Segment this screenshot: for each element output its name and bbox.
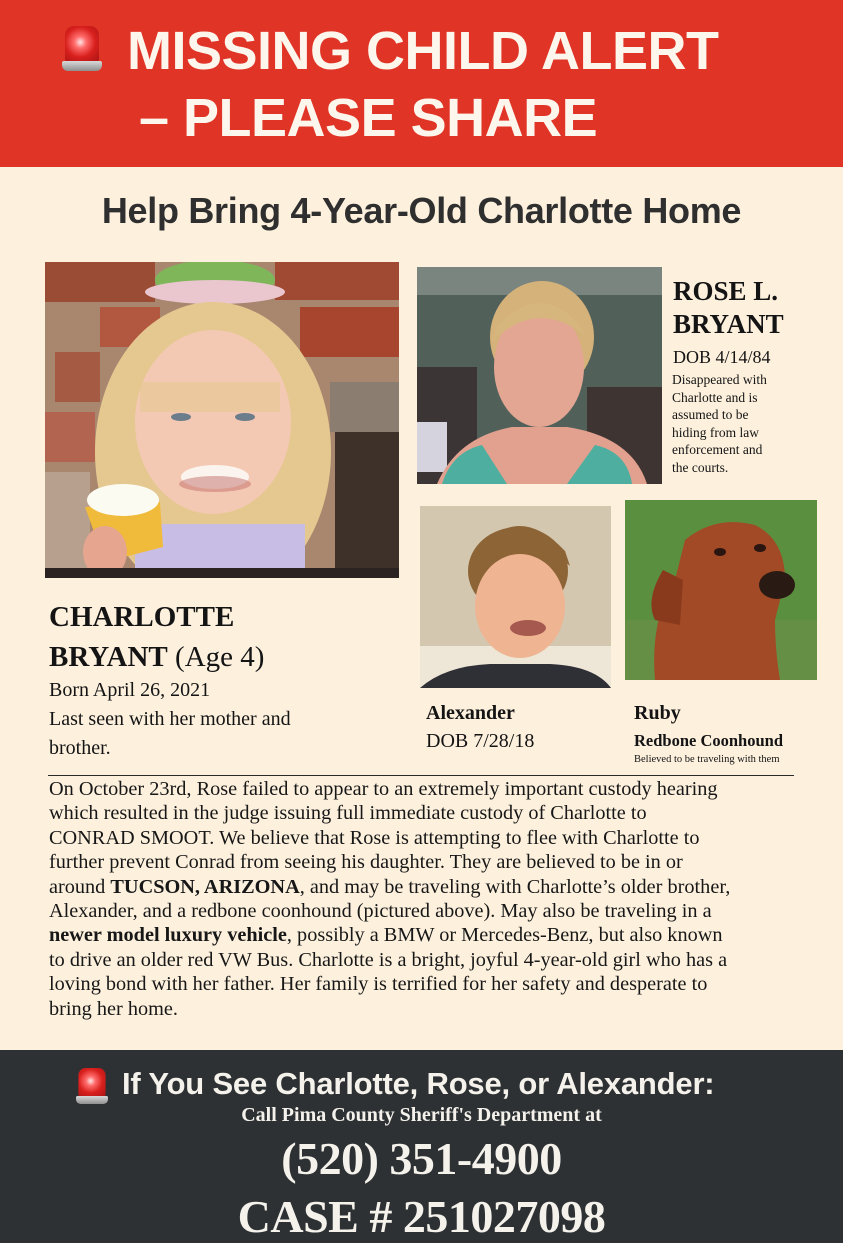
- story-text: to drive an older red VW Bus. Charlotte is a bright, joyful 4-year-old girl who has a: [49, 948, 728, 971]
- story-line: [49, 826, 809, 850]
- story-text: loving bond with her father. Her family is terrified for her safety and desperate to: [49, 973, 708, 996]
- story-text: around: [49, 875, 111, 898]
- phone-number[interactable]: (520) 351-4900: [281, 1133, 562, 1184]
- police-siren-icon: [76, 1068, 108, 1105]
- footer-heading: If You See Charlotte, Rose, or Alexander:: [122, 1066, 715, 1101]
- rose-name-line-1: ROSE L.: [673, 276, 779, 306]
- story-text: On October 23rd, Rose failed to appear to an extremely important custody hearing: [49, 778, 718, 800]
- story-line: [49, 801, 809, 825]
- rose-description-line: Disappeared with: [672, 372, 767, 387]
- rose-dob: DOB 4/14/84: [673, 347, 771, 367]
- rose-description-line: Charlotte and is: [672, 389, 758, 405]
- story-line: [49, 777, 809, 801]
- ruby-name: Ruby: [634, 702, 681, 724]
- story-line: [49, 875, 809, 899]
- alexander-name: Alexander: [426, 702, 515, 724]
- page-subtitle: Help Bring 4-Year-Old Charlotte Home: [101, 190, 742, 231]
- ruby-note: Believed to be traveling with them: [634, 754, 780, 765]
- ruby-breed: Redbone Coonhound: [634, 731, 784, 750]
- story-text: , possibly a BMW or Mercedes-Benz, but also known: [286, 924, 723, 947]
- footer-call-text: Call Pima County Sheriff's Department at: [241, 1104, 602, 1126]
- story-text: which resulted in the judge issuing full immediate custody of Charlotte to: [49, 802, 647, 825]
- story-emphasis: newer model luxury vehicle: [49, 924, 287, 947]
- story-line: [49, 850, 809, 874]
- charlotte-photo: [45, 262, 399, 578]
- rose-description-line: the courts.: [672, 459, 729, 475]
- story-line: [49, 948, 809, 972]
- charlotte-name-line-2: [49, 640, 264, 674]
- contact-footer: [0, 1050, 843, 1243]
- story-text: bring her home.: [49, 997, 178, 1020]
- section-divider: [48, 775, 794, 776]
- story-text: CONRAD SMOOT. We believe that Rose is attempting to flee with Charlotte to: [49, 826, 700, 849]
- story-paragraph: [49, 777, 809, 1021]
- alert-title-line-1: MISSING CHILD ALERT: [127, 21, 719, 81]
- alexander-photo: [420, 506, 611, 688]
- alexander-dob: DOB 7/28/18: [426, 730, 535, 752]
- rose-description: [672, 371, 832, 477]
- story-line: [49, 972, 809, 996]
- rose-description-line: assumed to be: [672, 407, 749, 423]
- rose-photo: [417, 267, 662, 484]
- police-siren-icon: [62, 26, 102, 72]
- charlotte-last-seen-line-2: brother.: [49, 737, 111, 759]
- alert-title-line-2: – PLEASE SHARE: [139, 88, 598, 148]
- story-line: [49, 923, 809, 947]
- story-line: [49, 997, 809, 1021]
- story-text: further prevent Conrad from seeing his daughter. They are believed to be in or: [49, 851, 683, 874]
- alert-banner: [0, 0, 843, 167]
- rose-description-line: enforcement and: [672, 442, 763, 458]
- story-line: [49, 899, 809, 923]
- story-text: , and may be traveling with Charlotte’s older brother,: [299, 875, 731, 898]
- charlotte-surname: BRYANT: [49, 641, 168, 673]
- charlotte-name-line-1: CHARLOTTE: [49, 601, 235, 633]
- rose-description-line: hiding from law: [672, 424, 759, 440]
- rose-name-line-2: BRYANT: [673, 309, 784, 339]
- case-number: CASE # 251027098: [237, 1191, 606, 1242]
- charlotte-born: Born April 26, 2021: [49, 679, 211, 701]
- story-emphasis: TUCSON, ARIZONA: [110, 875, 300, 898]
- charlotte-last-seen-line-1: Last seen with her mother and: [49, 708, 291, 730]
- story-text: Alexander, and a redbone coonhound (pictured above). May also be traveling in a: [49, 900, 712, 923]
- ruby-photo: [625, 500, 817, 680]
- charlotte-age: (Age 4): [175, 641, 265, 673]
